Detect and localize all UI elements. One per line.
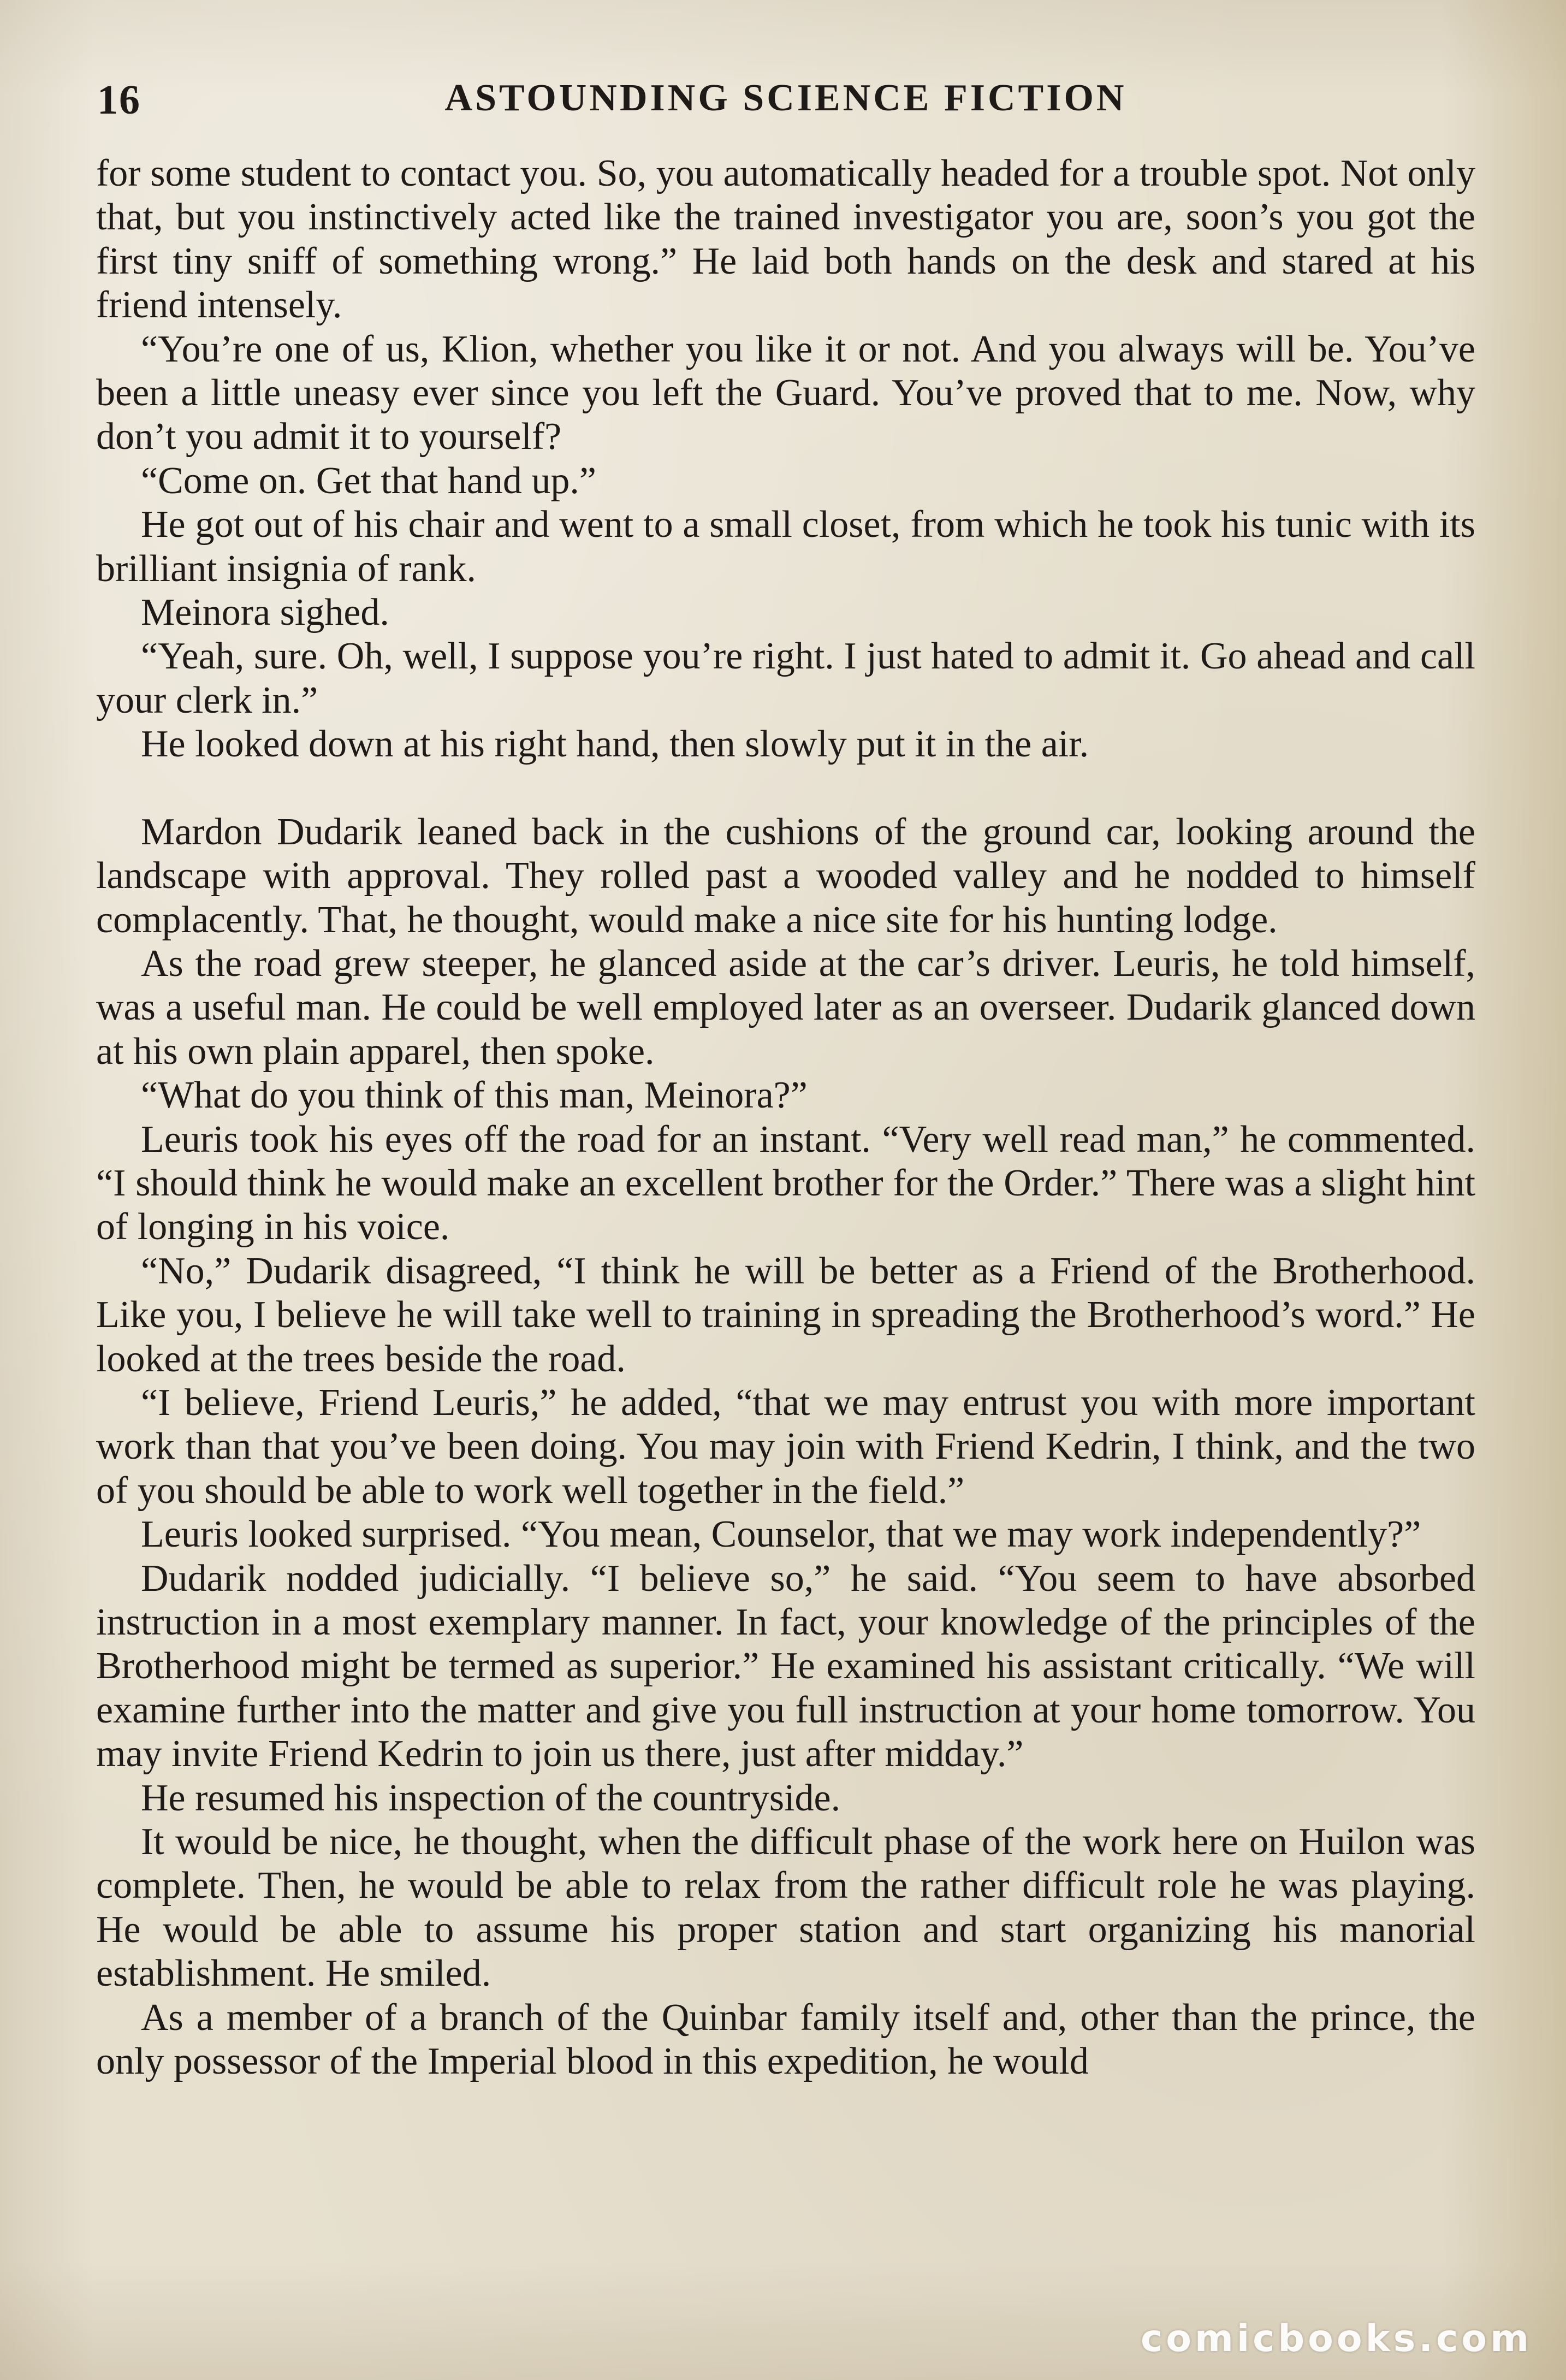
paragraph: He got out of his chair and went to a small closet, from which he took his tunic with its brilliant insignia of rank. — [96, 504, 1475, 590]
paragraph: “No,” Dudarik disagreed, “I think he will be better as a Friend of the Brotherhood. Like you, I believe he will take well to training in spreading the Brotherhood’s word.” He looked at the trees beside the road. — [96, 1250, 1475, 1380]
paragraph: Meinora sighed. — [141, 591, 389, 634]
paragraph: As the road grew steeper, he glanced aside at the car’s driver. Leuris, he told himself, was a useful man. He could be well employed later as an overseer. Dudarik glanced down at his own plain apparel, then spoke. — [96, 942, 1475, 1073]
paragraph: Dudarik nodded judicially. “I believe so,” he said. “You seem to have absorbed instruction in a most exemplary manner. In fact, your knowledge of the principles of the Brotherhood might be termed as superior.” He examined his assistant critically. “We will examine further into the matter and give you full instruction at your home tomorrow. You may invite Friend Kedrin to join us there, just after midday.” — [96, 1557, 1475, 1775]
paragraph: “What do you think of this man, Meinora?” — [141, 1074, 808, 1117]
watermark: comicbooks.com — [1140, 2317, 1532, 2360]
paragraph: Leuris took his eyes off the road for an instant. “Very well read man,” he commented. “I should think he would make an excellent brother for the Order.” There was a slight hint of longing in his voice. — [96, 1118, 1475, 1248]
paragraph: He looked down at his right hand, then slowly put it in the air. — [141, 723, 1089, 766]
paragraph: It would be nice, he thought, when the difficult phase of the work here on Huilon was complete. Then, he would be able to relax from the rather difficult role he was playing. He would be able to assume his proper station and start organizing his manorial establishment. He smiled. — [96, 1821, 1475, 1995]
paragraph: “I believe, Friend Leuris,” he added, “that we may entrust you with more important work than that you’ve been doing. You may join with Friend Kedrin, I think, and the two of you should be able to work well together in the field.” — [96, 1381, 1475, 1512]
paragraph: “Come on. Get that hand up.” — [141, 459, 596, 502]
paragraph: “Yeah, sure. Oh, well, I suppose you’re right. I just hated to admit it. Go ahead and call your clerk in.” — [96, 635, 1475, 721]
paragraph: As a member of a branch of the Quinbar family itself and, other than the prince, the only possessor of the Imperial blood in this expedition, he would — [96, 1996, 1475, 2083]
paragraph: for some student to contact you. So, you automatically headed for a trouble spot. Not only that, but you instinctively acted like the trained investigator you are, soon’s you got the first tiny sniff of something wrong.” He laid both hands on the desk and stared at his friend intensely. — [96, 152, 1475, 327]
paragraph: “You’re one of us, Klion, whether you like it or not. And you always will be. You’ve been a little uneasy ever since you left the Guard. You’ve proved that to me. Now, why don’t you admit it to yourself? — [96, 328, 1475, 458]
paragraph: He resumed his inspection of the countryside. — [141, 1777, 841, 1819]
page-number: 16 — [97, 77, 141, 123]
magazine-title: ASTOUNDING SCIENCE FICTION — [444, 77, 1127, 119]
running-head — [97, 76, 1474, 131]
body-text — [96, 152, 1475, 2083]
paragraph: Leuris looked surprised. “You mean, Counselor, that we may work independently?” — [141, 1513, 1421, 1556]
paragraph: Mardon Dudarik leaned back in the cushions of the ground car, looking around the landscape with approval. They rolled past a wooded valley and he nodded to himself complacently. That, he thought, would make a nice site for his hunting lodge. — [96, 810, 1475, 941]
